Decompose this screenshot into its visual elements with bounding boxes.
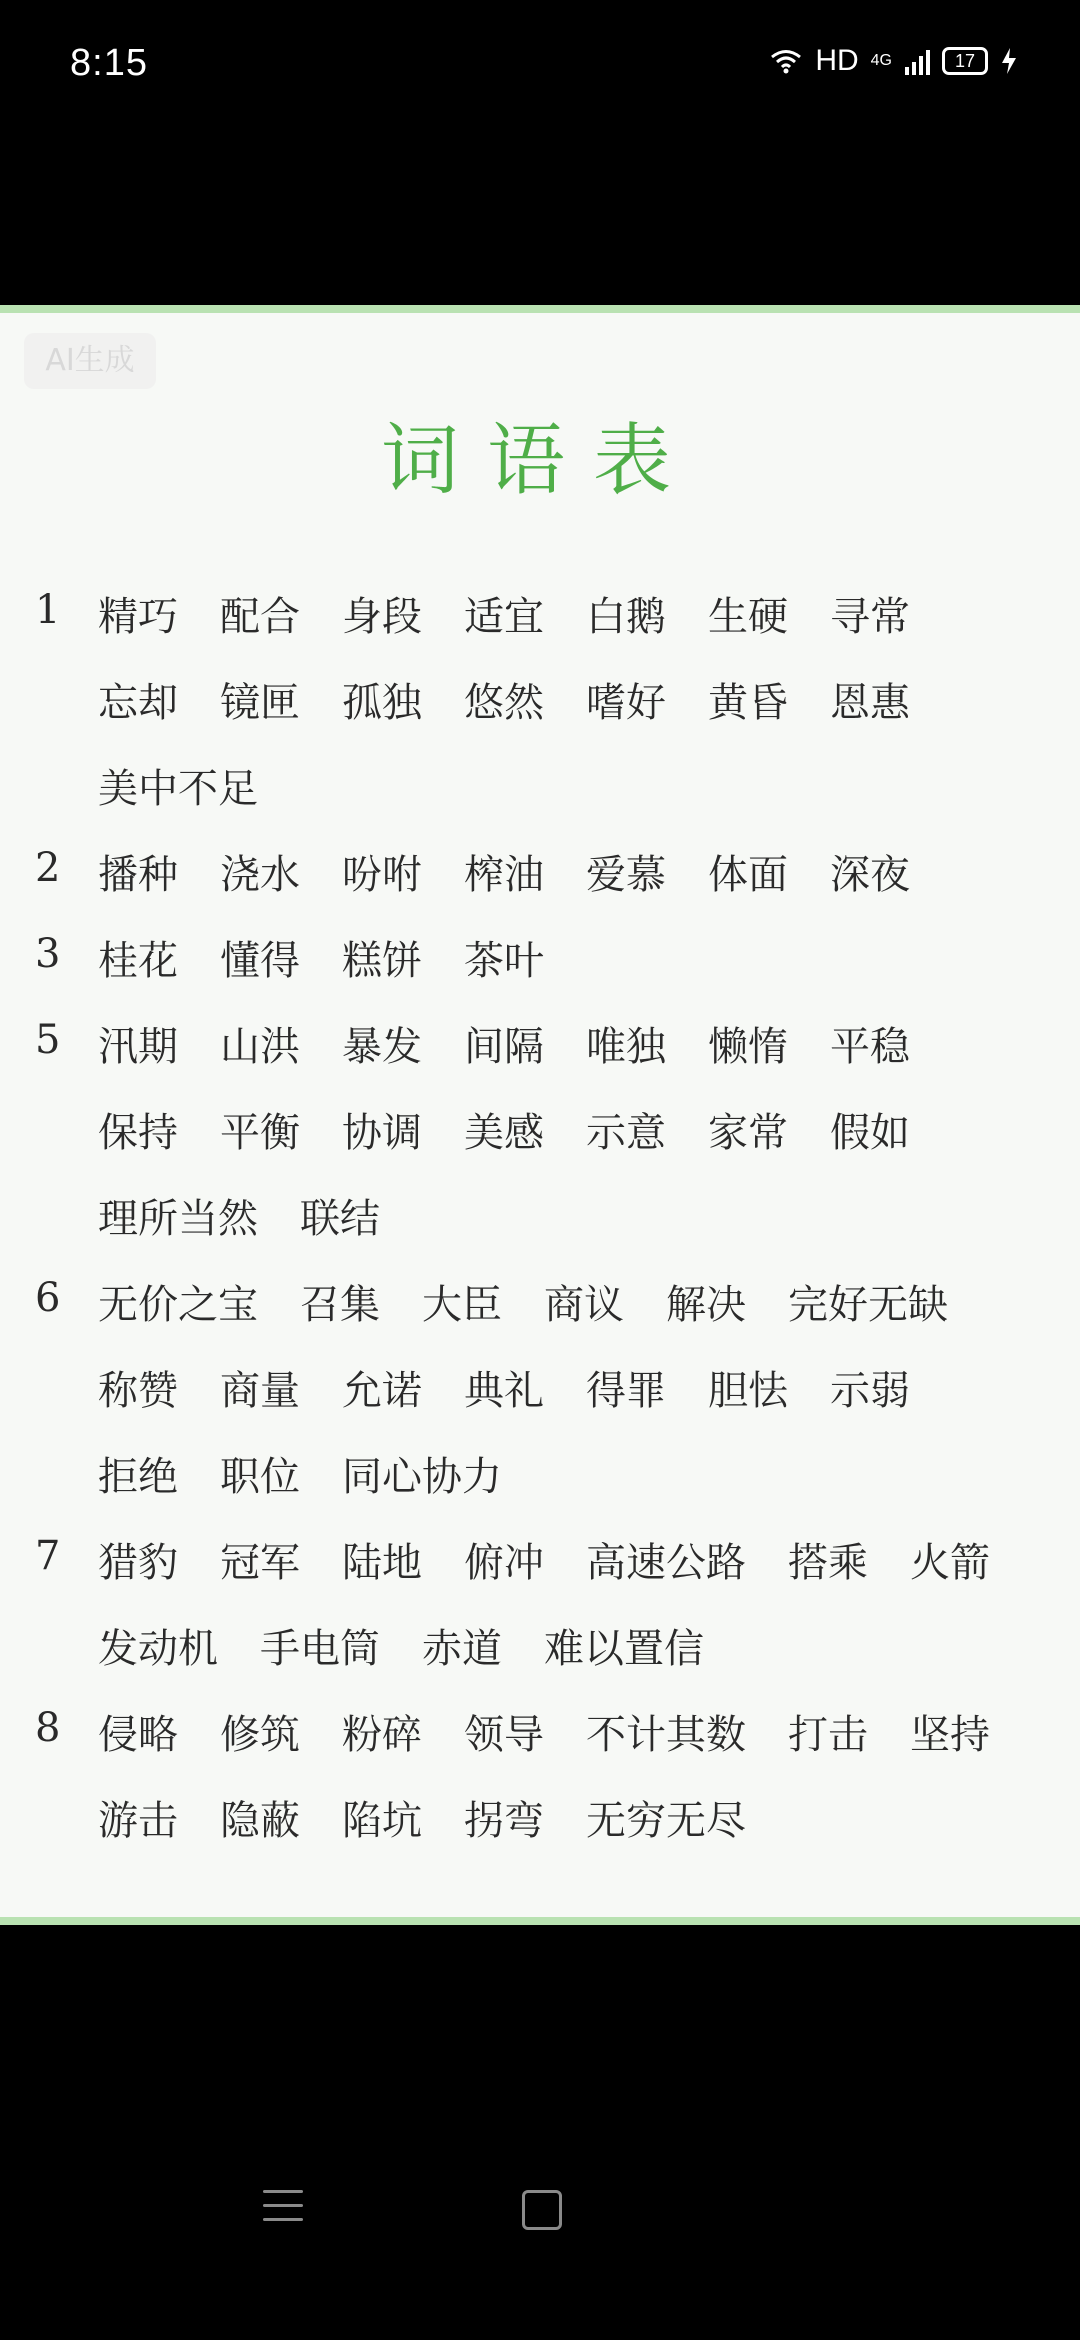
vocabulary-word: 身段 (342, 594, 422, 640)
word-line (98, 1187, 1056, 1244)
vocabulary-word: 镜匣 (220, 680, 300, 726)
vocabulary-word: 联结 (300, 1196, 380, 1242)
vocabulary-word: 赤道 (422, 1626, 502, 1672)
vocabulary-row (0, 1003, 1080, 1089)
vocabulary-word: 美中不足 (98, 766, 258, 812)
word-line (98, 1617, 1056, 1674)
vocabulary-word: 孤独 (342, 680, 422, 726)
vocabulary-word: 陆地 (342, 1540, 422, 1586)
word-line (98, 1703, 1056, 1760)
vocabulary-word: 职位 (220, 1454, 300, 1500)
vocabulary-row (0, 1433, 1080, 1519)
vocabulary-word: 配合 (220, 594, 300, 640)
ai-generated-badge: AI生成 (24, 333, 156, 389)
word-line (98, 1101, 1056, 1158)
vocabulary-title: 词语表 (380, 416, 699, 506)
vocabulary-word: 粉碎 (342, 1712, 422, 1758)
vocabulary-word: 商量 (220, 1368, 300, 1414)
vocabulary-word: 糕饼 (342, 938, 422, 984)
vocabulary-word: 暴发 (342, 1024, 422, 1070)
vocabulary-word: 典礼 (464, 1368, 544, 1414)
vocabulary-word: 隐蔽 (220, 1798, 300, 1844)
vocabulary-word: 称赞 (98, 1368, 178, 1414)
word-line (98, 1531, 1056, 1588)
menu-icon[interactable] (263, 2190, 303, 2224)
vocabulary-word: 完好无缺 (788, 1282, 948, 1328)
network-label: HD (815, 44, 859, 77)
wifi-icon (769, 48, 803, 74)
network-type: 4G (870, 52, 892, 69)
word-line (98, 671, 1056, 728)
vocabulary-word: 解决 (666, 1282, 746, 1328)
vocabulary-word: 适宜 (464, 594, 544, 640)
vocabulary-word: 难以置信 (544, 1626, 704, 1672)
vocabulary-word: 寻常 (830, 594, 910, 640)
vocabulary-row (0, 1089, 1080, 1175)
vocabulary-row (0, 573, 1080, 659)
word-line (98, 1015, 1056, 1072)
vocabulary-word: 陷坑 (342, 1798, 422, 1844)
vocabulary-word: 山洪 (220, 1024, 300, 1070)
vocabulary-word: 协调 (342, 1110, 422, 1156)
vocabulary-word: 生硬 (708, 594, 788, 640)
vocabulary-word: 领导 (464, 1712, 544, 1758)
vocabulary-word: 播种 (98, 852, 178, 898)
lesson-number: 6 (35, 1275, 61, 1321)
vocabulary-word: 示意 (586, 1110, 666, 1156)
vocabulary-word: 猎豹 (98, 1540, 178, 1586)
lesson-number: 3 (35, 931, 61, 977)
lesson-number: 1 (35, 587, 61, 633)
vocabulary-word: 汛期 (98, 1024, 178, 1070)
vocabulary-row (0, 1347, 1080, 1433)
vocabulary-word: 同心协力 (342, 1454, 502, 1500)
vocabulary-word: 悠然 (464, 680, 544, 726)
vocabulary-word: 榨油 (464, 852, 544, 898)
status-icons (769, 44, 1018, 78)
vocabulary-word: 手电筒 (260, 1626, 380, 1672)
vocabulary-row (0, 917, 1080, 1003)
vocabulary-word: 火箭 (910, 1540, 990, 1586)
status-time: 8:15 (70, 42, 148, 84)
vocabulary-word: 坚持 (910, 1712, 990, 1758)
vocabulary-word: 召集 (300, 1282, 380, 1328)
battery-icon: 17 (942, 47, 988, 75)
vocabulary-row (0, 1175, 1080, 1261)
vocabulary-word: 嗜好 (586, 680, 666, 726)
vocabulary-word: 游击 (98, 1798, 178, 1844)
vocabulary-word: 示弱 (830, 1368, 910, 1414)
vocabulary-word: 搭乘 (788, 1540, 868, 1586)
word-line (98, 757, 1056, 814)
vocabulary-word: 高速公路 (586, 1540, 746, 1586)
vocabulary-row (0, 1261, 1080, 1347)
vocabulary-word: 发动机 (98, 1626, 218, 1672)
vocabulary-list (0, 573, 1080, 1863)
vocabulary-row (0, 745, 1080, 831)
vocabulary-word: 白鹅 (586, 594, 666, 640)
vocabulary-word: 打击 (788, 1712, 868, 1758)
vocabulary-word: 得罪 (586, 1368, 666, 1414)
word-line (98, 843, 1056, 900)
vocabulary-word: 不计其数 (586, 1712, 746, 1758)
word-line (98, 1359, 1056, 1416)
word-line (98, 585, 1056, 642)
vocabulary-word: 爱慕 (586, 852, 666, 898)
vocabulary-word: 浇水 (220, 852, 300, 898)
vocabulary-row (0, 1519, 1080, 1605)
vocabulary-word: 平稳 (830, 1024, 910, 1070)
vocabulary-word: 侵略 (98, 1712, 178, 1758)
vocabulary-word: 精巧 (98, 594, 178, 640)
vocabulary-word: 恩惠 (830, 680, 910, 726)
lesson-number: 7 (35, 1533, 61, 1579)
word-line (98, 1273, 1056, 1330)
vocabulary-word: 体面 (708, 852, 788, 898)
vocabulary-word: 理所当然 (98, 1196, 258, 1242)
vocabulary-word: 深夜 (830, 852, 910, 898)
vocabulary-word: 懂得 (220, 938, 300, 984)
vocabulary-word: 允诺 (342, 1368, 422, 1414)
vocabulary-word: 商议 (544, 1282, 624, 1328)
vocabulary-word: 胆怯 (708, 1368, 788, 1414)
vocabulary-word: 忘却 (98, 680, 178, 726)
status-bar (0, 0, 1080, 130)
vocabulary-row (0, 1691, 1080, 1777)
vocabulary-row (0, 1605, 1080, 1691)
vocabulary-word: 家常 (708, 1110, 788, 1156)
vocabulary-word: 无穷无尽 (586, 1798, 746, 1844)
vocabulary-word: 平衡 (220, 1110, 300, 1156)
lesson-number: 8 (35, 1705, 61, 1751)
vocabulary-word: 俯冲 (464, 1540, 544, 1586)
vocabulary-word: 冠军 (220, 1540, 300, 1586)
signal-icon (904, 47, 930, 75)
system-navigation-bar (0, 2150, 1080, 2270)
charging-bolt-icon (1000, 47, 1018, 75)
word-line (98, 1445, 1056, 1502)
vocabulary-word: 桂花 (98, 938, 178, 984)
vocabulary-word: 修筑 (220, 1712, 300, 1758)
vocabulary-image[interactable] (0, 305, 1080, 1925)
vocabulary-word: 黄昏 (708, 680, 788, 726)
vocabulary-word: 大臣 (422, 1282, 502, 1328)
vocabulary-word: 茶叶 (464, 938, 544, 984)
vocabulary-row (0, 659, 1080, 745)
vocabulary-word: 拐弯 (464, 1798, 544, 1844)
lesson-number: 2 (35, 845, 61, 891)
vocabulary-word: 唯独 (586, 1024, 666, 1070)
vocabulary-word: 无价之宝 (98, 1282, 258, 1328)
vocabulary-word: 美感 (464, 1110, 544, 1156)
lesson-number: 5 (35, 1017, 61, 1063)
vocabulary-word: 保持 (98, 1110, 178, 1156)
vocabulary-word: 懒惰 (708, 1024, 788, 1070)
vocabulary-word: 吩咐 (342, 852, 422, 898)
home-icon[interactable] (522, 2190, 562, 2230)
vocabulary-row (0, 831, 1080, 917)
vocabulary-word: 间隔 (464, 1024, 544, 1070)
word-line (98, 929, 1056, 986)
vocabulary-word: 拒绝 (98, 1454, 178, 1500)
vocabulary-row (0, 1777, 1080, 1863)
word-line (98, 1789, 1056, 1846)
vocabulary-word: 假如 (830, 1110, 910, 1156)
